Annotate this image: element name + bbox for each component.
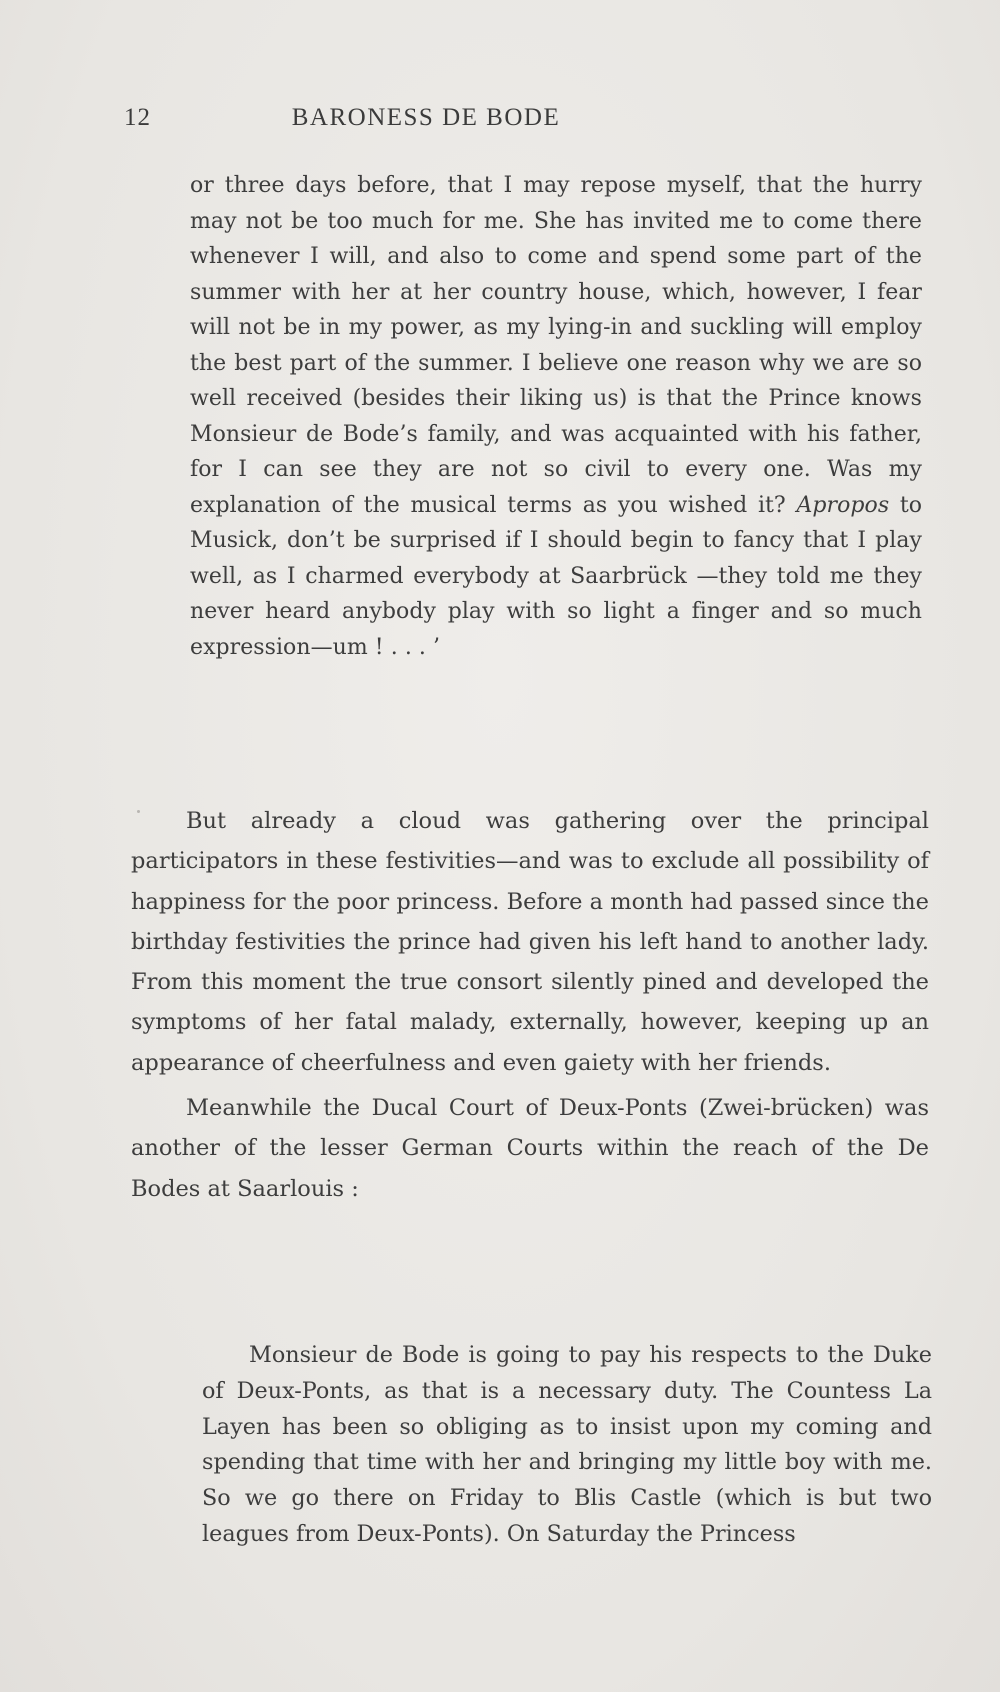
page-header: [124, 104, 688, 144]
italic-word: Apropos: [796, 492, 890, 518]
narrative-paragraph-1: But already a cloud was gathering over the principal participators in these festivities—and was to exclude all possibility of happiness for the poor princess. Before a month had passed since the birthday festivities the prince had given his left hand to another lady. From this moment the true consort silently pined and developed the symptoms of her fatal malady, externally, however, keeping up an appearance of cheerfulness and even gaiety with her friends.: [131, 808, 929, 1076]
letter-paragraph: Monsieur de Bode is going to pay his respects to the Duke of Deux-Ponts, as that is a necessary duty. The Countess La Layen has been so obliging as to insist upon my coming and spending that time with her and bringing my little boy with me. So we go there on Friday to Blis Castle (which is but two leagues from Deux-Ponts). On Saturday the Princess: [202, 1342, 932, 1547]
running-head: BARONESS DE BODE: [291, 104, 561, 131]
letter-paragraph: [190, 168, 922, 665]
page-number: 12: [124, 104, 151, 131]
letter-excerpt-1: [190, 168, 922, 665]
narrative-paragraph-2: Meanwhile the Ducal Court of Deux-Ponts (Zwei-brücken) was another of the lesser German Courts within the reach of the De Bodes at Saarlouis :: [131, 1095, 929, 1202]
text-after-italic: to Musick, don’t be surprised if I should begin to fancy that I play well, as I charmed everybody at Saarbrück —they told me they never heard anybody play with so light a finger and so much expression—um ! . . . ’: [190, 492, 923, 660]
narrative-text: [131, 801, 929, 1209]
paper-speck: [137, 810, 140, 813]
letter-excerpt-2: [202, 1338, 932, 1553]
text-before-italic: or three days before, that I may repose myself, that the hurry may not be too much for me. She has invited me to come there whenever I will, and also to come and spend some part of the summer with her at her country house, which, however, I fear will not be in my power, as my lying-in and suckling will employ the best part of the summer. I believe one reason why we are so well received (besides their liking us) is that the Prince knows Monsieur de Bode’s family, and was acquainted with his father, for I can see they are not so civil to every one. Was my explanation of the musical terms as you wished it?: [190, 173, 922, 518]
